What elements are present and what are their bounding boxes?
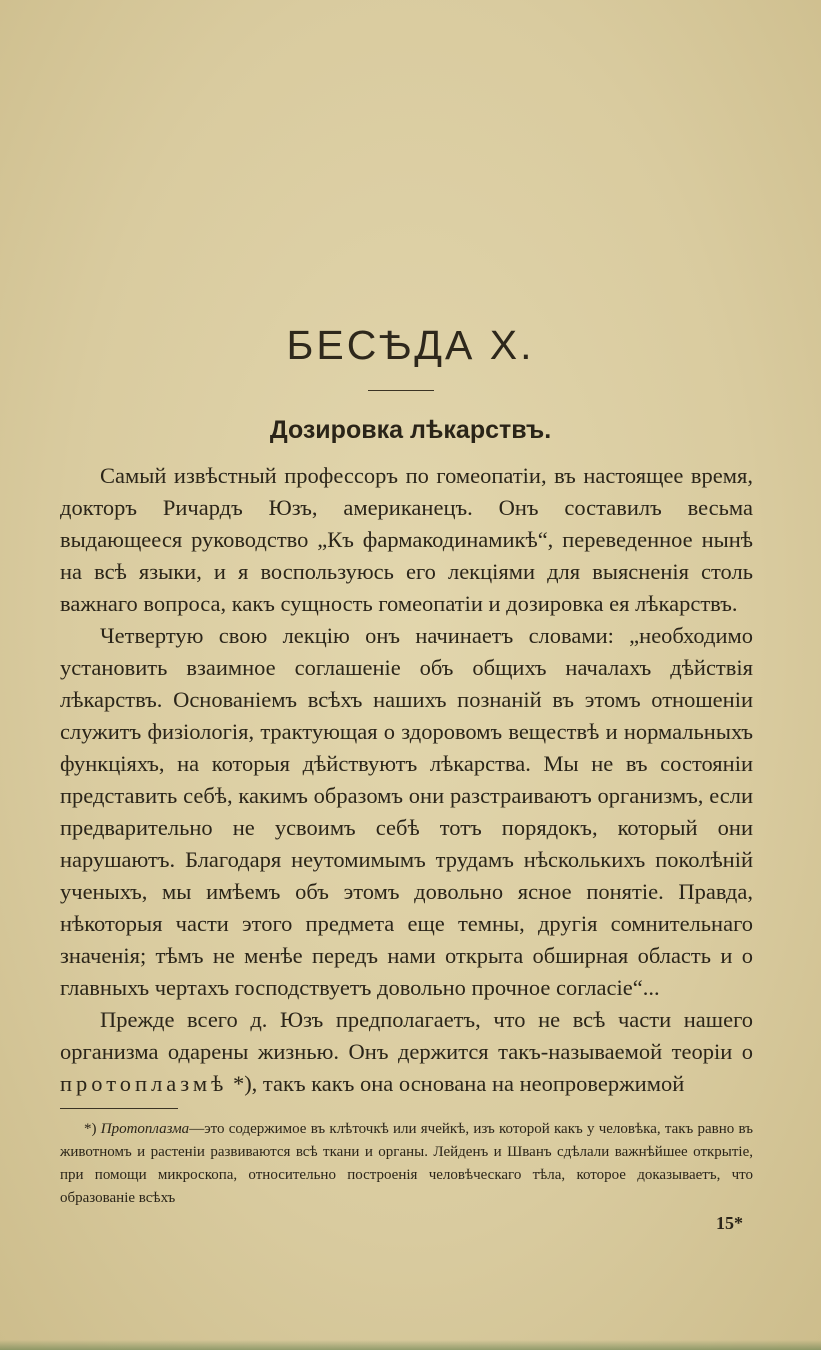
body-text <box>60 460 753 1100</box>
footnote-text <box>60 1118 753 1210</box>
paragraph-3 <box>60 1004 753 1100</box>
emphasized-term: протоплазмѣ <box>60 1071 228 1096</box>
title-divider <box>368 390 434 391</box>
page-number: 15* <box>716 1213 743 1233</box>
footnote-marker: *) <box>84 1121 101 1137</box>
footnote <box>60 1118 753 1210</box>
paragraph-3-end: *), такъ какъ она основана на неопровержимой <box>227 1071 685 1096</box>
section-title: Дозировка лѣкарствъ. <box>269 416 552 444</box>
footnote-term: Протоплазма <box>100 1121 190 1137</box>
footnote-body: —это содержимое въ клѣточкѣ или ячейкѣ, изъ которой какъ у человѣка, такъ равно въ животномъ и растеніи развиваются всѣ ткани и органы. Лейденъ и Шванъ сдѣлали важнѣйшее открытіе, при помощи микроскопа, относительно построенія человѣческаго тѣла, которое доказываетъ, что образованіе всѣхъ <box>60 1121 753 1206</box>
paragraph-1: Самый извѣстный профессоръ по гомеопатіи, въ настоящее время, докторъ Ричардъ Юзъ, американецъ. Онъ составилъ весьма выдающееся руководство „Къ фармакодинамикѣ“, переведенное нынѣ на всѣ языки, и я воспользуюсь его лекціями для выясненія столь важнаго вопроса, какъ сущность гомеопатіи и дозировка ея лѣкарствъ. <box>60 463 753 616</box>
paragraph-2: Четвертую свою лекцію онъ начинаетъ словами: „необходимо установить взаимное соглашеніе объ общихъ началахъ дѣйствія лѣкарствъ. Основаніемъ всѣхъ нашихъ познаній въ этомъ отношеніи служитъ физіологія, трактующая о здоровомъ веществѣ и нормальныхъ функціяхъ, на которыя дѣйствуютъ лѣкарства. Мы не въ состояніи представить себѣ, какимъ образомъ они разстраиваютъ организмъ, если предварительно не усвоимъ себѣ тотъ порядокъ, который они нарушаютъ. Благодаря неутомимымъ трудамъ нѣсколькихъ поколѣній ученыхъ, мы имѣемъ объ этомъ довольно ясное понятіе. Правда, нѣкоторыя части этого предмета еще темны, другія сомнительнаго значенія; тѣмъ не менѣе передъ нами открыта обширная область и о главныхъ чертахъ господствуетъ довольно прочное согласіе“... <box>60 623 753 1000</box>
footnote-divider <box>60 1108 178 1109</box>
chapter-title: БЕСѢДА X. <box>286 322 535 368</box>
paragraph-3-start: Прежде всего д. Юзъ предполагаетъ, что не всѣ части нашего организма одарены жизнью. Онъ держится такъ-называемой теоріи о <box>60 1007 753 1064</box>
